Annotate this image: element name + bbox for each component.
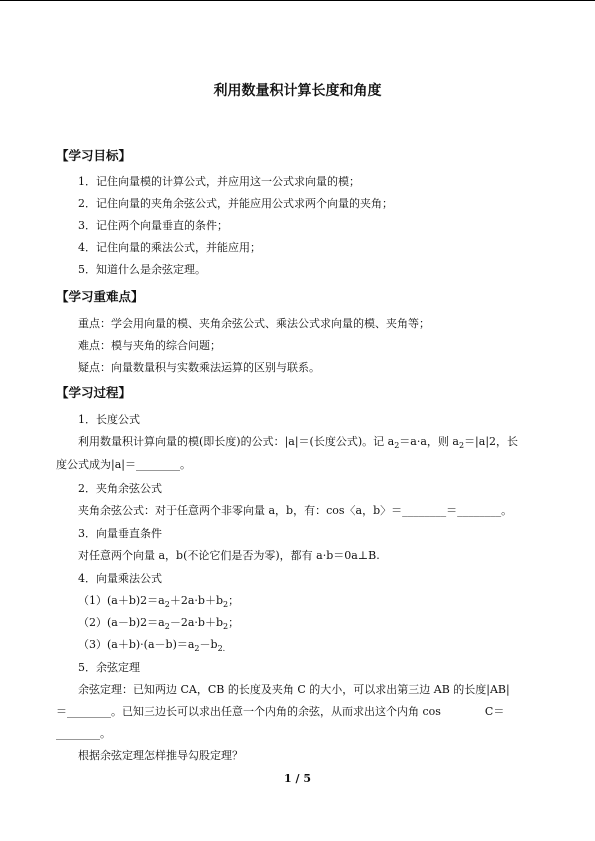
objective-item: 4．记住向量的乘法公式，并能应用； bbox=[78, 241, 261, 254]
length-formula-text-cont: 度公式成为|a|＝________。 bbox=[56, 458, 191, 471]
law-of-cosines-text-cont: ＝________。已知三边长可以求出任意一个内角的余弦，从而求出这个内角 cos C＝ bbox=[56, 705, 505, 718]
objective-item: 1．记住向量模的计算公式，并应用这一公式求向量的模； bbox=[78, 175, 360, 188]
page-number: 1 / 5 bbox=[284, 772, 311, 785]
key-point-item: 重点：学会用向量的模、夹角余弦公式、乘法公式求向量的模、夹角等； bbox=[78, 317, 430, 330]
key-point-item: 难点：模与夹角的综合问题； bbox=[78, 339, 221, 352]
cosine-formula-title: 2．夹角余弦公式 bbox=[78, 482, 162, 495]
law-of-cosines-title: 5．余弦定理 bbox=[78, 661, 140, 674]
formula-line: $(1)(a+b)2=a_2+2a\cdot b+b_2$； bbox=[78, 594, 240, 610]
document-page bbox=[56, 0, 539, 841]
cosine-formula-text: 夹角余弦公式：对于任意两个非零向量 a，b，有：cos〈a，b〉＝________＝________。 bbox=[78, 504, 513, 517]
page-title: 利用数量积计算长度和角度 bbox=[213, 83, 382, 99]
pythagorean-question: 根据余弦定理怎样推导勾股定理？ bbox=[78, 749, 243, 762]
formula-line: $(2)(a-b)2=a_2-2a\cdot b+b_2$； bbox=[78, 616, 240, 632]
length-formula-title: 1．长度公式 bbox=[78, 413, 140, 426]
objective-item: 2．记住向量的夹角余弦公式，并能应用公式求两个向量的夹角； bbox=[78, 197, 393, 210]
objective-item: 5．知道什么是余弦定理。 bbox=[78, 263, 206, 276]
law-of-cosines-text: 余弦定理：已知两边 CA，CB 的长度及夹角 C 的大小，可以求出第三边 AB 的长度|AB| bbox=[78, 683, 510, 696]
key-points-heading: 【学习重难点】 bbox=[56, 289, 144, 304]
process-heading: 【学习过程】 bbox=[56, 385, 132, 400]
objective-item: 3．记住两个向量垂直的条件； bbox=[78, 219, 228, 232]
law-of-cosines-text-cont: ________。 bbox=[56, 727, 111, 740]
length-formula-text: 利用数量积计算向量的模(即长度)的公式：|a|＝(长度公式)。记 $a_2=a\cdot a$，则 $a_2=|a|2$，长 bbox=[78, 435, 519, 451]
multiplication-title: 4．向量乘法公式 bbox=[78, 572, 162, 585]
formula-line: $(3)(a+b)\cdot(a-b)=a_2-b_{2.}$ bbox=[78, 638, 226, 654]
perpendicular-title: 3．向量垂直条件 bbox=[78, 527, 162, 540]
perpendicular-text: 对任意两个向量 a，b(不论它们是否为零)，都有 a·b＝0a⊥B. bbox=[78, 549, 380, 562]
key-point-item: 疑点：向量数量积与实数乘法运算的区别与联系。 bbox=[78, 361, 320, 374]
objectives-heading: 【学习目标】 bbox=[56, 148, 132, 163]
